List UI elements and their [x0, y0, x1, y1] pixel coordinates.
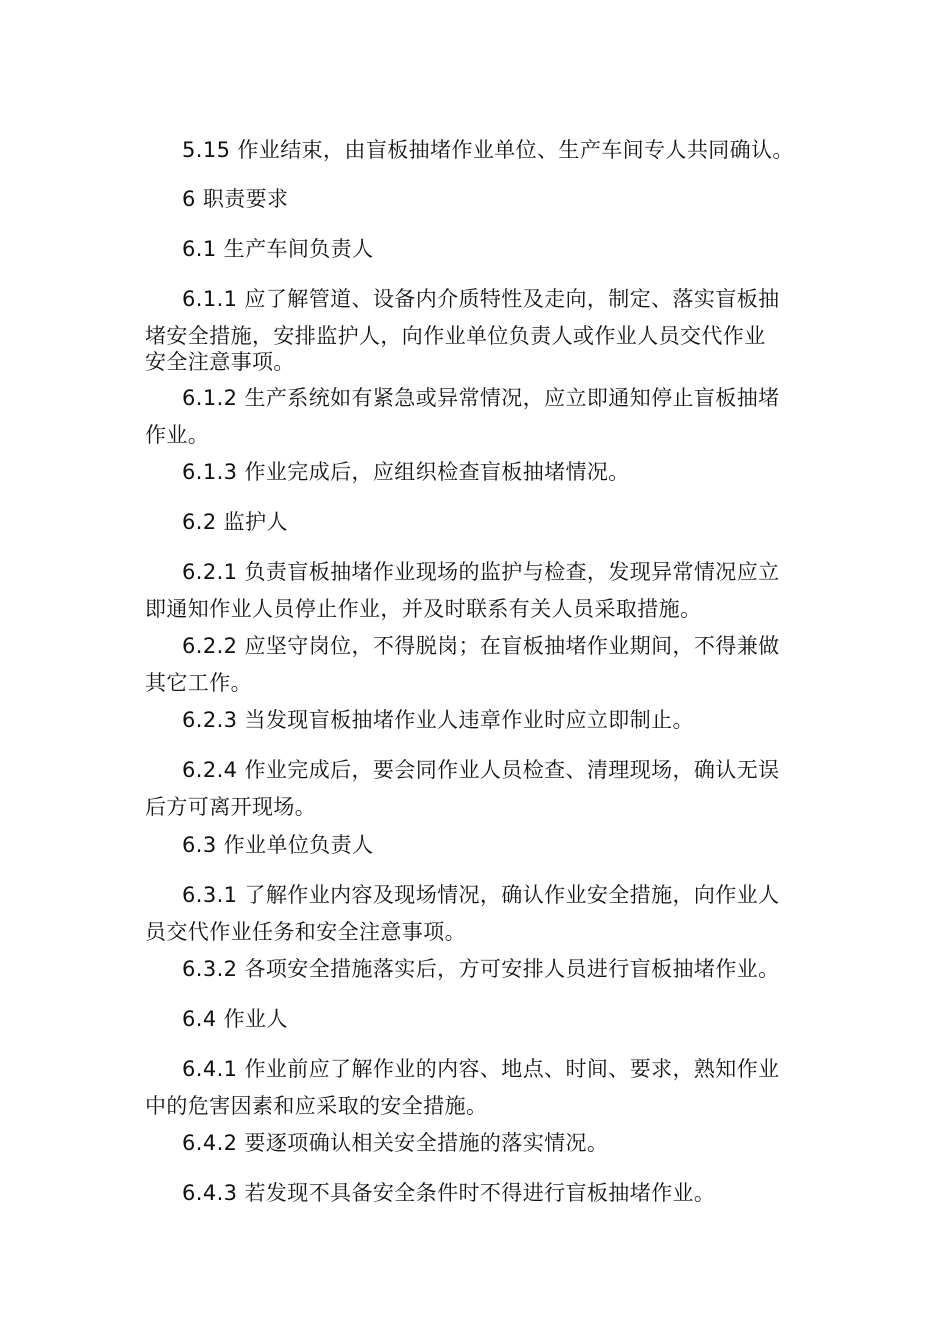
- clause-6-1-1-line-1: 6.1.1 应了解管道、设备内介质特性及走向，制定、落实盲板抽: [182, 287, 780, 311]
- clause-6-2-3: 6.2.3 当发现盲板抽堵作业人违章作业时应立即制止。: [182, 708, 694, 732]
- clause-6-2-4-line-1: 6.2.4 作业完成后，要会同作业人员检查、清理现场，确认无误: [182, 758, 780, 782]
- clause-6-4-1-line-1: 6.4.1 作业前应了解作业的内容、地点、时间、要求，熟知作业: [182, 1057, 780, 1081]
- clause-6-2-2-line-1: 6.2.2 应坚守岗位，不得脱岗；在盲板抽堵作业期间，不得兼做: [182, 634, 780, 658]
- section-6-4-heading: 6.4 作业人: [182, 1007, 288, 1031]
- clause-6-2-1-line-2: 即通知作业人员停止作业，并及时联系有关人员采取措施。: [145, 597, 702, 621]
- clause-6-2-4-line-2: 后方可离开现场。: [145, 795, 317, 819]
- clause-6-1-3: 6.1.3 作业完成后，应组织检查盲板抽堵情况。: [182, 460, 630, 484]
- section-6-3-heading: 6.3 作业单位负责人: [182, 833, 374, 857]
- clause-6-4-2: 6.4.2 要逐项确认相关安全措施的落实情况。: [182, 1131, 609, 1155]
- clause-6-2-1-line-1: 6.2.1 负责盲板抽堵作业现场的监护与检查，发现异常情况应立: [182, 560, 780, 584]
- clause-6-1-2-line-2: 作业。: [145, 423, 210, 447]
- clause-6-3-2: 6.3.2 各项安全措施落实后，方可安排人员进行盲板抽堵作业。: [182, 957, 780, 981]
- clause-6-1-2-line-1: 6.1.2 生产系统如有紧急或异常情况，应立即通知停止盲板抽堵: [182, 386, 780, 410]
- clause-5-15: 5.15 作业结束，由盲板抽堵作业单位、生产车间专人共同确认。: [182, 138, 794, 162]
- clause-6-2-2-line-2: 其它工作。: [145, 671, 252, 695]
- section-6-1-heading: 6.1 生产车间负责人: [182, 237, 374, 261]
- clause-6-1-1-line-2: 堵安全措施，安排监护人，向作业单位负责人或作业人员交代作业: [145, 324, 766, 348]
- clause-6-4-3: 6.4.3 若发现不具备安全条件时不得进行盲板抽堵作业。: [182, 1181, 716, 1205]
- clause-6-1-1-line-3: 安全注意事项。: [145, 350, 295, 374]
- clause-6-3-1-line-2: 员交代作业任务和安全注意事项。: [145, 920, 466, 944]
- section-6-2-heading: 6.2 监护人: [182, 510, 288, 534]
- section-6-heading: 6 职责要求: [182, 187, 289, 211]
- clause-6-3-1-line-1: 6.3.1 了解作业内容及现场情况，确认作业安全措施，向作业人: [182, 883, 780, 907]
- clause-6-4-1-line-2: 中的危害因素和应采取的安全措施。: [145, 1094, 488, 1118]
